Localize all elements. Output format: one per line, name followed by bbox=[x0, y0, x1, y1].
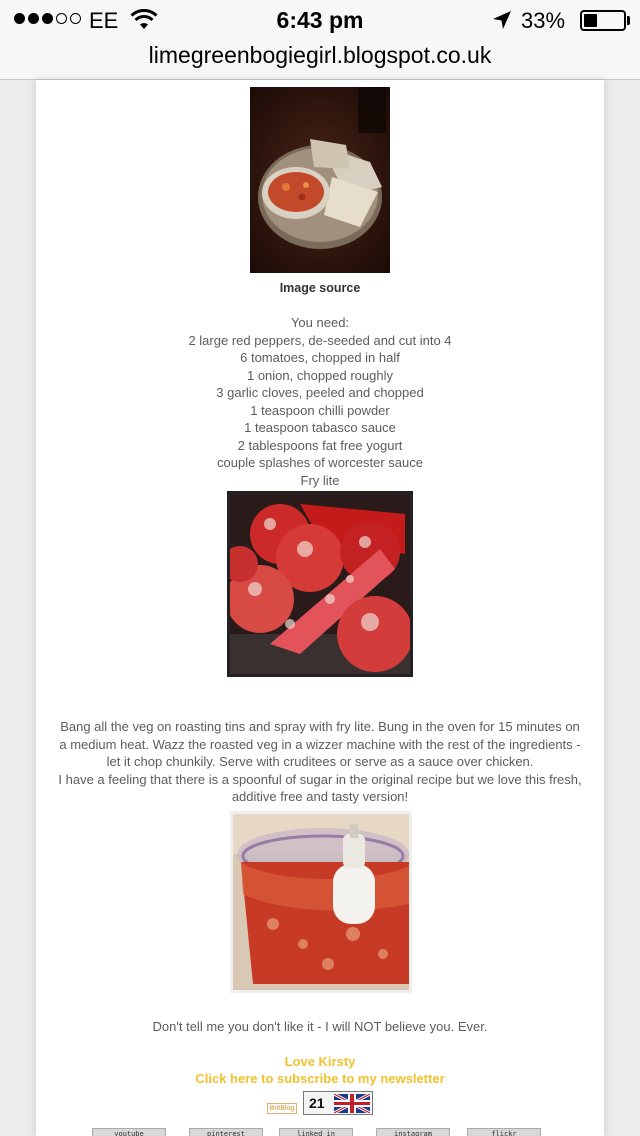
battery-level bbox=[584, 14, 597, 27]
union-flag-icon bbox=[334, 1094, 370, 1113]
crafty-blogs-badge[interactable] bbox=[303, 1091, 373, 1115]
author-signature: Love Kirsty bbox=[284, 1054, 356, 1069]
social-tab-pinterest[interactable]: pinterest bbox=[189, 1128, 263, 1136]
salsa-dish-photo[interactable] bbox=[250, 87, 390, 273]
ingredient-item: 1 onion, chopped roughly bbox=[246, 367, 393, 383]
battery-tip bbox=[627, 16, 630, 25]
roasting-veg-photo[interactable] bbox=[227, 491, 413, 677]
social-tab-linkedin[interactable]: linked in bbox=[279, 1128, 353, 1136]
location-arrow-icon bbox=[492, 10, 512, 30]
battery-percentage: 33% bbox=[521, 8, 566, 33]
method-paragraph: I have a feeling that there is a spoonful of sugar in the original recipe but we love this fresh, additive free and tasty version! bbox=[58, 771, 582, 804]
crafty-badge-number: 21 bbox=[309, 1095, 325, 1111]
method-paragraph: Bang all the veg on roasting tins and spray with fry lite. Bung in the oven for 15 minutes on a medium heat. Wazz the roasted veg in a wizzer machine with the rest of the ingredients - let it chop chunkily. Serve with cruditees or serve as a sauce over chicken. bbox=[59, 719, 581, 769]
image-source-caption[interactable]: Image source bbox=[279, 281, 361, 295]
ingredient-item: 2 tablespoons fat free yogurt bbox=[237, 437, 403, 453]
signoff-text: Don't tell me you don't like it - I will NOT believe you. Ever. bbox=[152, 1019, 488, 1034]
social-tab-youtube[interactable]: youtube bbox=[92, 1128, 166, 1136]
ingredients-heading: You need: bbox=[290, 315, 350, 330]
battery-icon bbox=[580, 10, 626, 31]
address-bar[interactable]: limegreenbogiegirl.blogspot.co.uk bbox=[0, 40, 640, 80]
ingredient-item: Fry lite bbox=[300, 472, 340, 488]
newsletter-subscribe-link[interactable]: Click here to subscribe to my newsletter bbox=[195, 1071, 445, 1086]
social-tabs bbox=[92, 1128, 552, 1136]
ingredient-item: 1 teaspoon chilli powder bbox=[250, 402, 390, 418]
ingredient-item: couple splashes of worcester sauce bbox=[217, 455, 423, 470]
method-text bbox=[58, 718, 582, 806]
britblog-badge[interactable]: BritBlog bbox=[267, 1103, 297, 1114]
social-tab-instagram[interactable]: instagram bbox=[376, 1128, 450, 1136]
ingredient-item: 3 garlic cloves, peeled and chopped bbox=[216, 385, 424, 400]
food-processor-photo[interactable] bbox=[230, 811, 412, 993]
social-tab-flickr[interactable]: flickr bbox=[467, 1128, 541, 1136]
ingredient-item: 2 large red peppers, de-seeded and cut into 4 bbox=[188, 332, 452, 348]
carrier-name: EE bbox=[89, 8, 119, 33]
ingredients-list bbox=[36, 314, 604, 489]
ingredient-item: 6 tomatoes, chopped in half bbox=[240, 350, 400, 365]
status-bar bbox=[0, 0, 640, 40]
blog-page bbox=[36, 80, 604, 1136]
ingredient-item: 1 teaspoon tabasco sauce bbox=[244, 420, 396, 435]
clock: 6:43 pm bbox=[276, 7, 364, 33]
